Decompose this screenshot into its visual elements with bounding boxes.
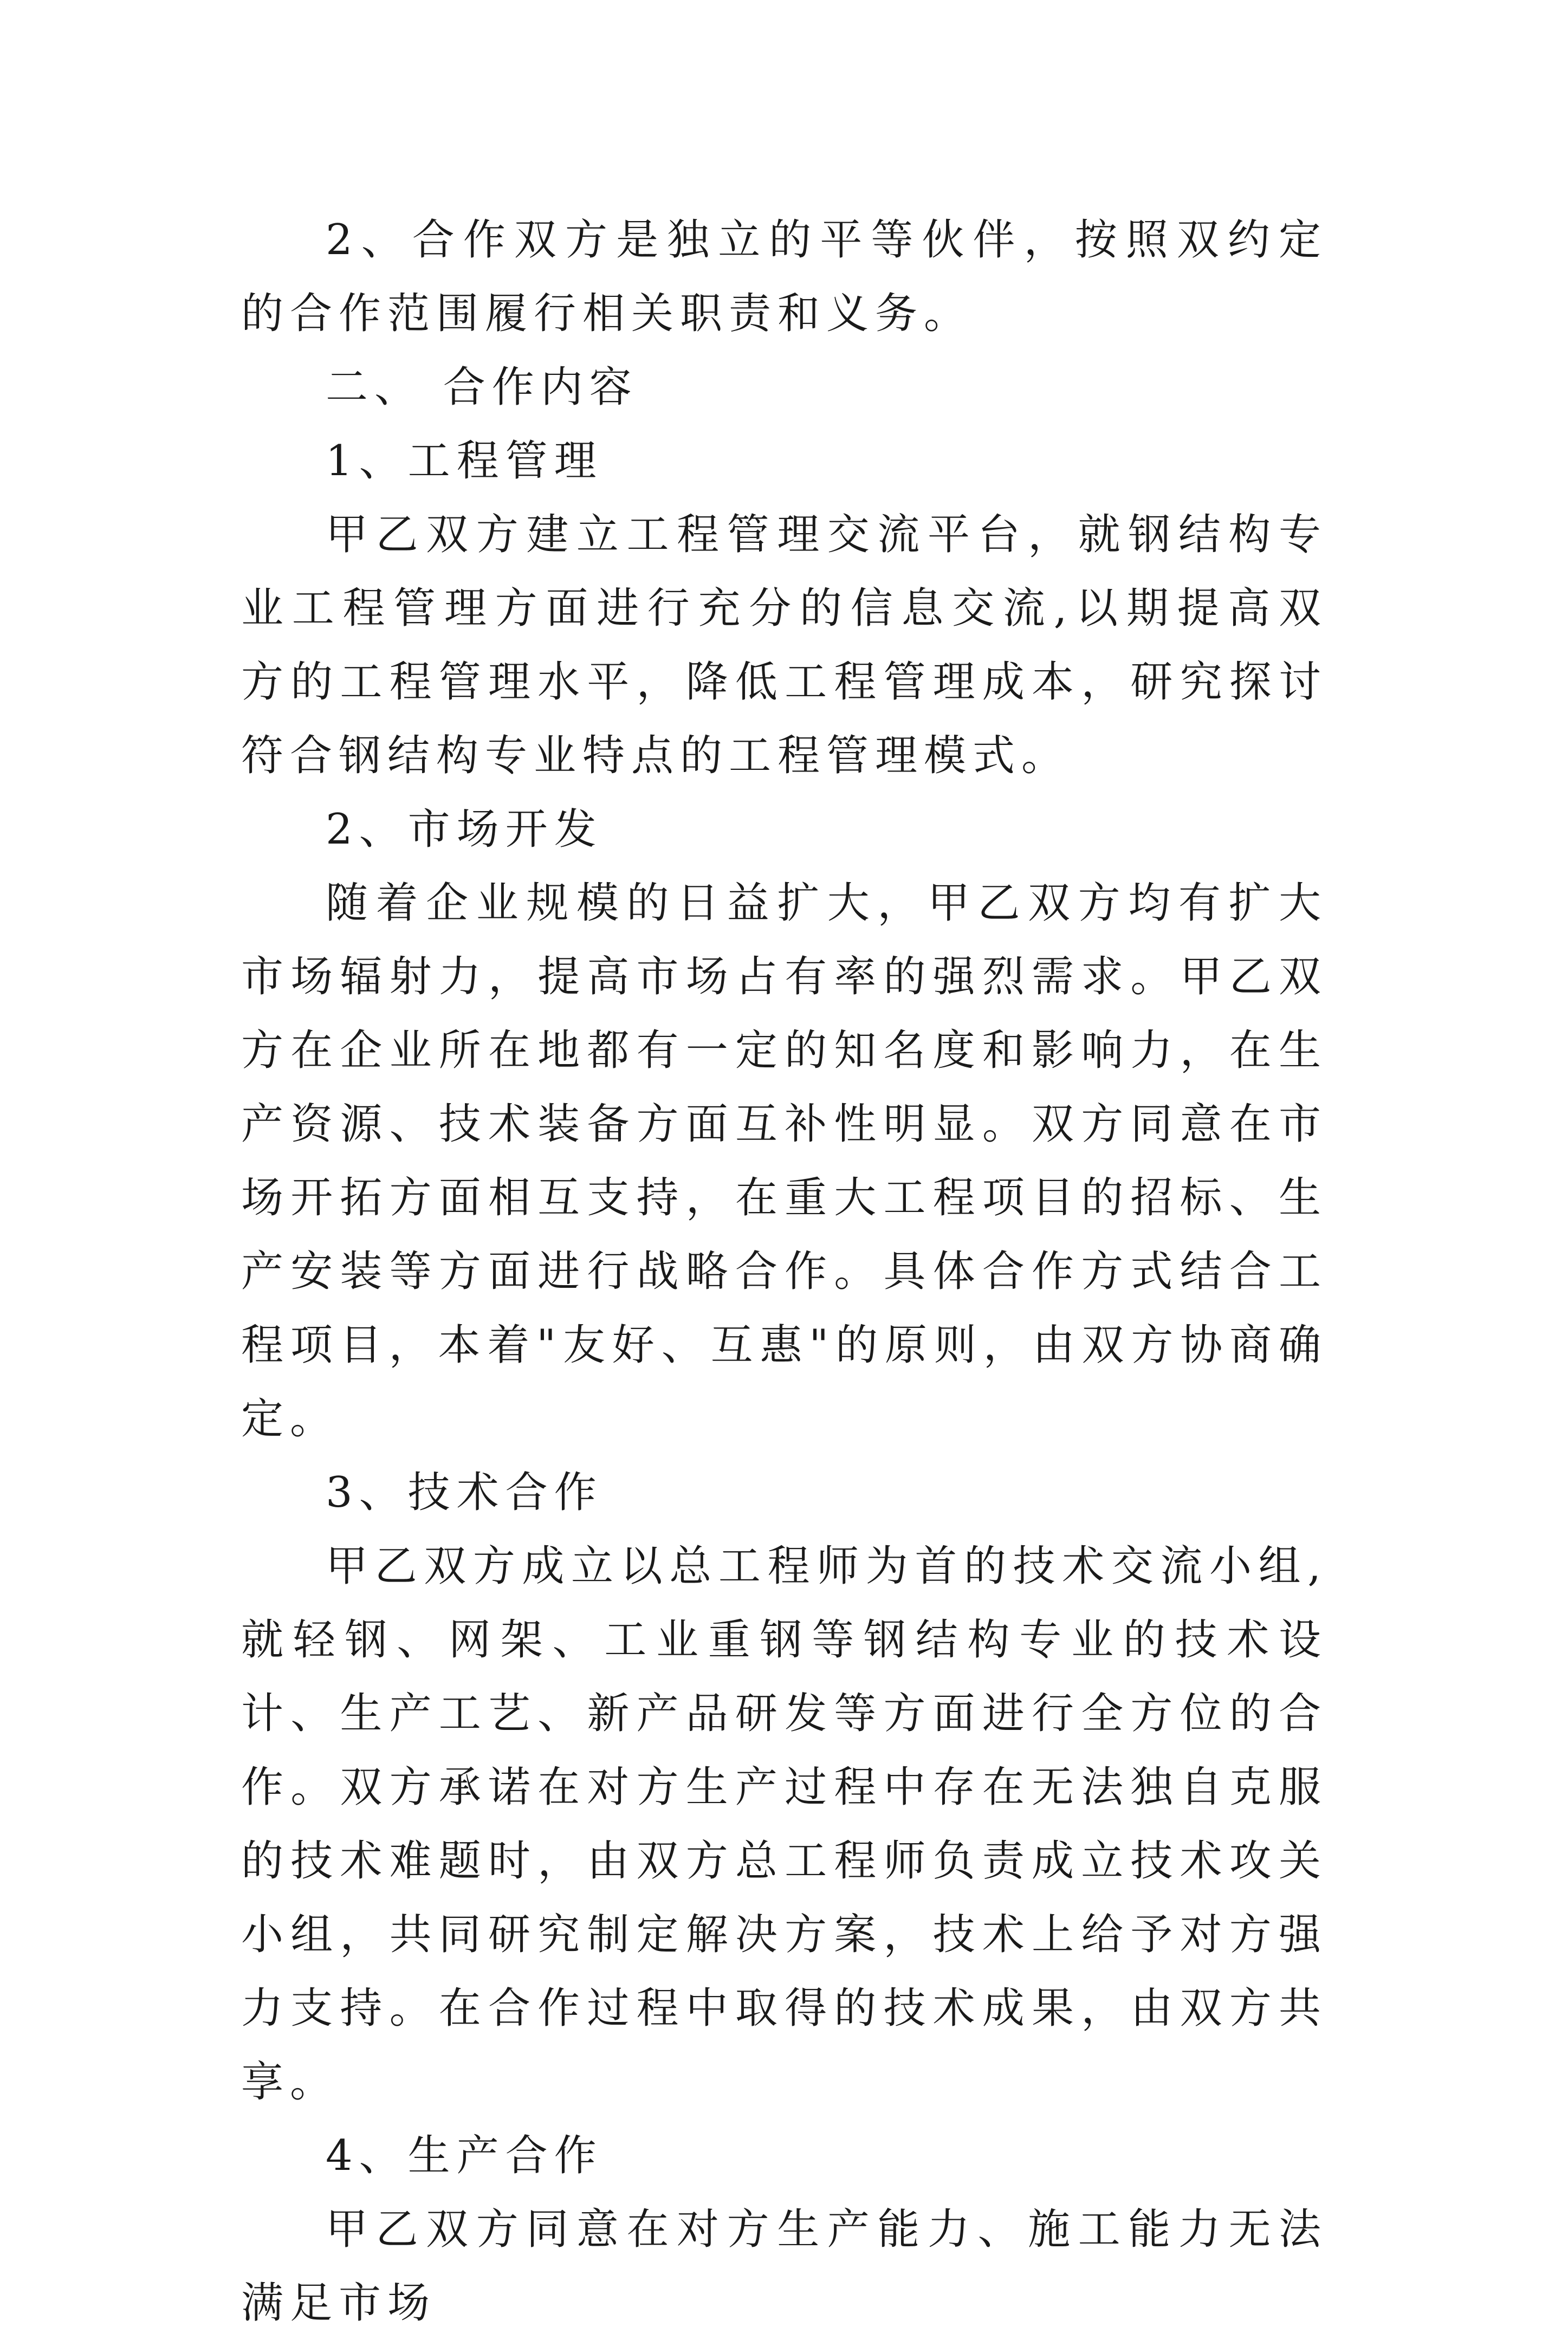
subheading-production-cooperation: 4、生产合作 (326, 2131, 603, 2180)
paragraph-technical-cooperation: 甲乙双方成立以总工程师为首的技术交流小组,就轻钢、网架、工业重钢等钢结构专业的技术设计、生产工艺、新产品研发等方面进行全方位的合作。双方承诺在对方生产过程中存在无法独自克服的技术难题时，由双方总工程师负责成立技术攻关小组，共同研究制定解决方案，技术上给予对方强力支持。在合作过程中取得的技术成果，由双方共享。 (241, 1542, 1327, 2106)
paragraph-engineering-management: 甲乙双方建立工程管理交流平台，就钢结构专业工程管理方面进行充分的信息交流,以期提高双方的工程管理水平，降低工程管理成本，研究探讨符合钢结构专业特点的工程管理模式。 (241, 510, 1327, 780)
subheading-market-development: 2、市场开发 (326, 805, 603, 854)
subheading-engineering-management: 1、工程管理 (326, 437, 603, 485)
paragraph-responsibilities: 2、合作双方是独立的平等伙伴，按照双约定的合作范围履行相关职责和义务。 (241, 216, 1327, 338)
section-heading-cooperation-content: 二、 合作内容 (326, 363, 638, 412)
paragraph-market-development: 随着企业规模的日益扩大，甲乙双方均有扩大市场辐射力，提高市场占有率的强烈需求。甲乙双方在企业所在地都有一定的知名度和影响力，在生产资源、技术装备方面互补性明显。双方同意在市场开拓方面相互支持，在重大工程项目的招标、生产安装等方面进行战略合作。具体合作方式结合工程项目，本着"友好、互惠"的原则，由双方协商确定。 (241, 879, 1327, 1443)
paragraph-production-cooperation: 甲乙双方同意在对方生产能力、施工能力无法满足市场 (241, 2205, 1327, 2328)
document-body (241, 203, 1327, 2340)
subheading-technical-cooperation: 3、技术合作 (326, 1468, 603, 1517)
